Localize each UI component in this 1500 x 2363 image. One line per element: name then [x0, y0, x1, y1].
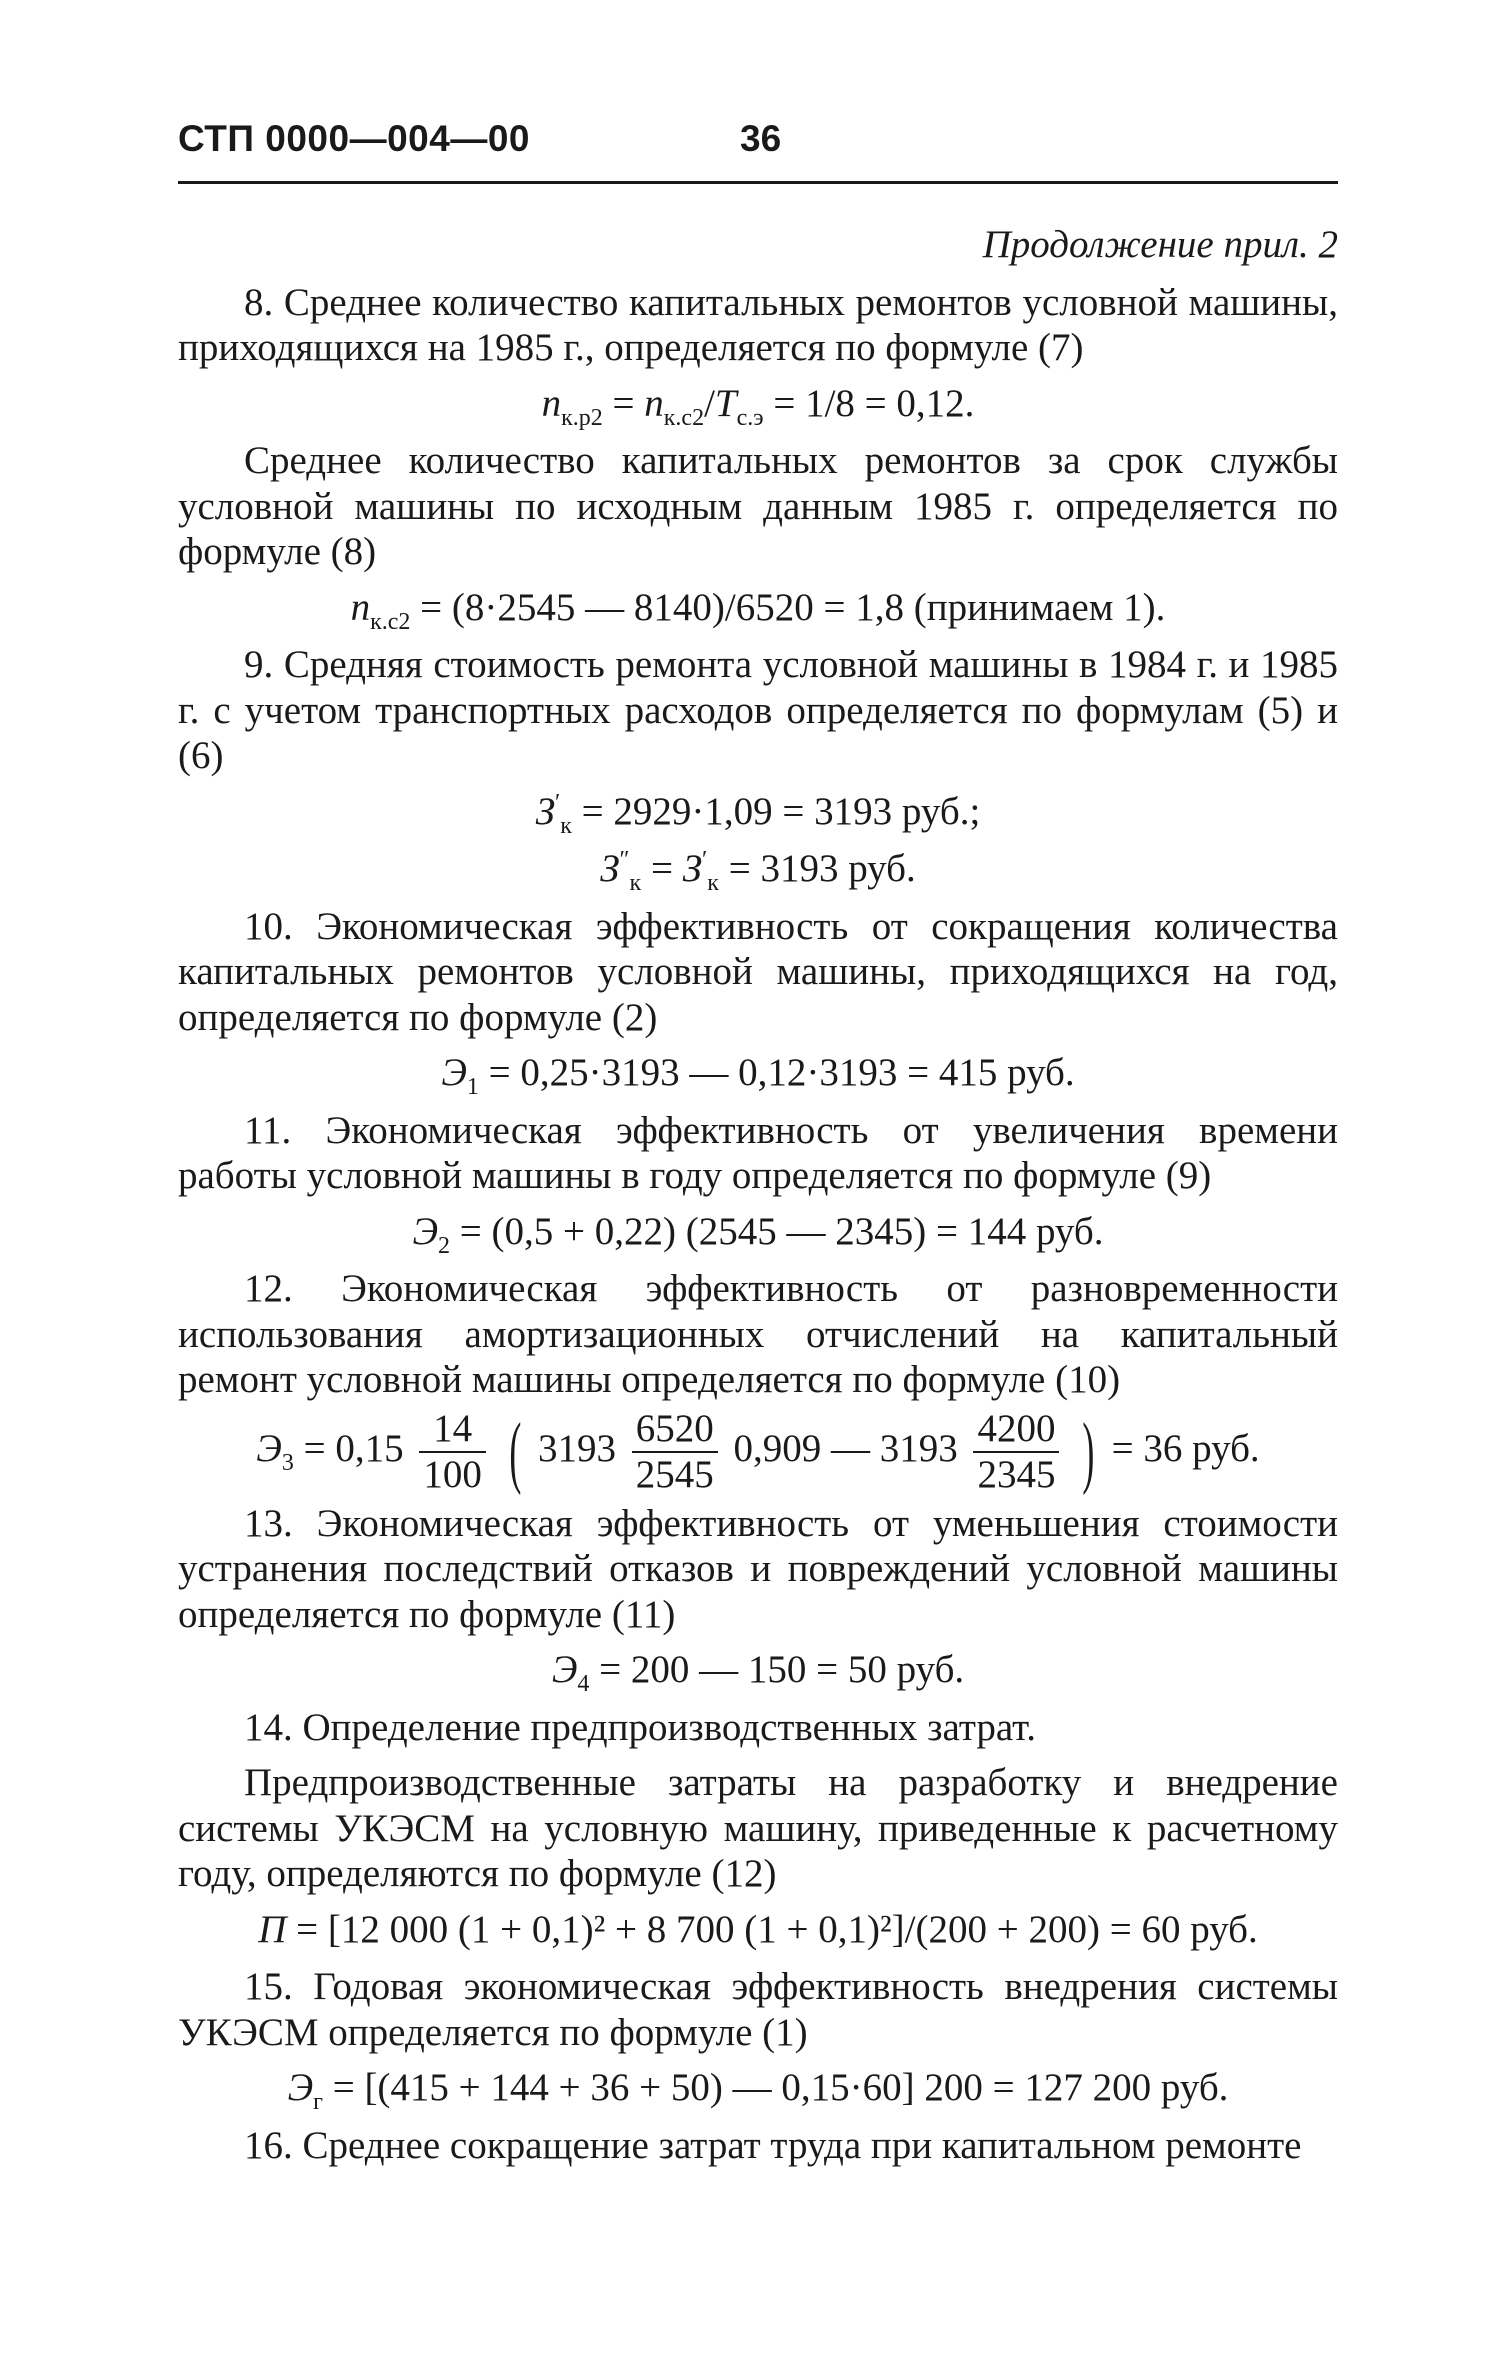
formula-5: $З'_к = 2929\cdot 1,09 = 3193$ руб.; — [535, 789, 981, 839]
formula-1: $Э_г = [(415 + 144 + 36 + 50)$ — 0,15·60] 200 = 127 200 руб. — [287, 2066, 1229, 2115]
paragraph-8: 8. Среднее количество капитальных ремонтов условной машины, приходящихся на 1985 г., определяется по формуле (7) — [178, 280, 1338, 369]
formula-8: $n_{к.с2} = (8\cdot 2545$ — 8140)/6520 = 1,8 (принимаем 1). — [350, 585, 1166, 635]
continuation-note: Продолжение прил. 2 — [982, 223, 1338, 266]
left-paren: ( — [508, 1407, 521, 1496]
paragraph-15: 15. Годовая экономическая эффективность внедрения системы УКЭСМ определяется по формуле (1) — [178, 1965, 1338, 2054]
paragraph-11: 11. Экономическая эффективность от увеличения времени работы условной машины в году определяется по формуле (9) — [178, 1108, 1338, 1197]
formula-7: $n_{к.р2} = n_{к.с2}/T_{с.э} = 1/8 = 0,12$. — [541, 381, 975, 431]
formula-2: $Э_1 = 0,25\cdot 3193$ — 0,12·3193 = 415 руб. — [441, 1051, 1075, 1100]
formula-11: $Э_4 = 200$ — 150 = 50 руб. — [551, 1648, 965, 1697]
page-body — [178, 222, 1338, 2168]
formula-6: $З''_к = З'_к = 3193$ руб. — [600, 847, 916, 896]
header-rule — [178, 181, 1338, 184]
right-paren: ) — [1082, 1407, 1095, 1496]
paragraph-14: 14. Определение предпроизводственных затрат. — [244, 1705, 1037, 1749]
page-number: 36 — [740, 118, 782, 159]
paragraph-12: 12. Экономическая эффективность от разновременности использования амортизационных отчислений на капитальный ремонт условной машины определяется по формуле (10) — [178, 1267, 1338, 1401]
fraction-2: $\frac{6520}{2545}$ — [632, 1407, 718, 1497]
formula-10: $Э_3 = 0,15$ $\frac{14}{100}$ ( 3193 $\frac{6520}{2545}$ 0,909 — 3193 $\frac{4200}{2345}$ ) = 36 руб. — [256, 1406, 1260, 1496]
standard-code: СТП 0000—004—00 — [178, 118, 530, 159]
fraction-3: $\frac{4200}{2345}$ — [973, 1407, 1059, 1497]
paragraph-16: 16. Среднее сокращение затрат труда при капитальном ремонте — [244, 2123, 1302, 2167]
formula-12: П = [12 000 (1 + 0,1)² + 8 700 (1 + 0,1)²]/(200 + 200) = 60 руб. — [258, 1907, 1258, 1951]
formula-9: $Э_2 = (0,5 + 0,22)$ (2545 — 2345) = 144 руб. — [412, 1209, 1104, 1259]
paragraph-9: 9. Средняя стоимость ремонта условной машины в 1984 г. и 1985 г. с учетом транспортных расходов определяется по формулам (5) и (6) — [178, 643, 1338, 777]
paragraph-14b: Предпроизводственные затраты на разработку и внедрение системы УКЭСМ на условную машину, приведенные к расчетному году, определяются по формуле (12) — [178, 1761, 1338, 1895]
paragraph-10: 10. Экономическая эффективность от сокращения количества капитальных ремонтов условной машины, приходящихся на год, определяется по формуле (2) — [178, 904, 1338, 1039]
page-header — [178, 118, 1338, 190]
paragraph-8b: Среднее количество капитальных ремонтов за срок службы условной машины по исходным данным 1985 г. определяется по формуле (8) — [178, 439, 1338, 573]
paragraph-13: 13. Экономическая эффективность от уменьшения стоимости устранения последствий отказов и повреждений условной машины определяется по формуле (11) — [178, 1501, 1338, 1636]
fraction-1: $\frac{14}{100}$ — [419, 1407, 486, 1497]
